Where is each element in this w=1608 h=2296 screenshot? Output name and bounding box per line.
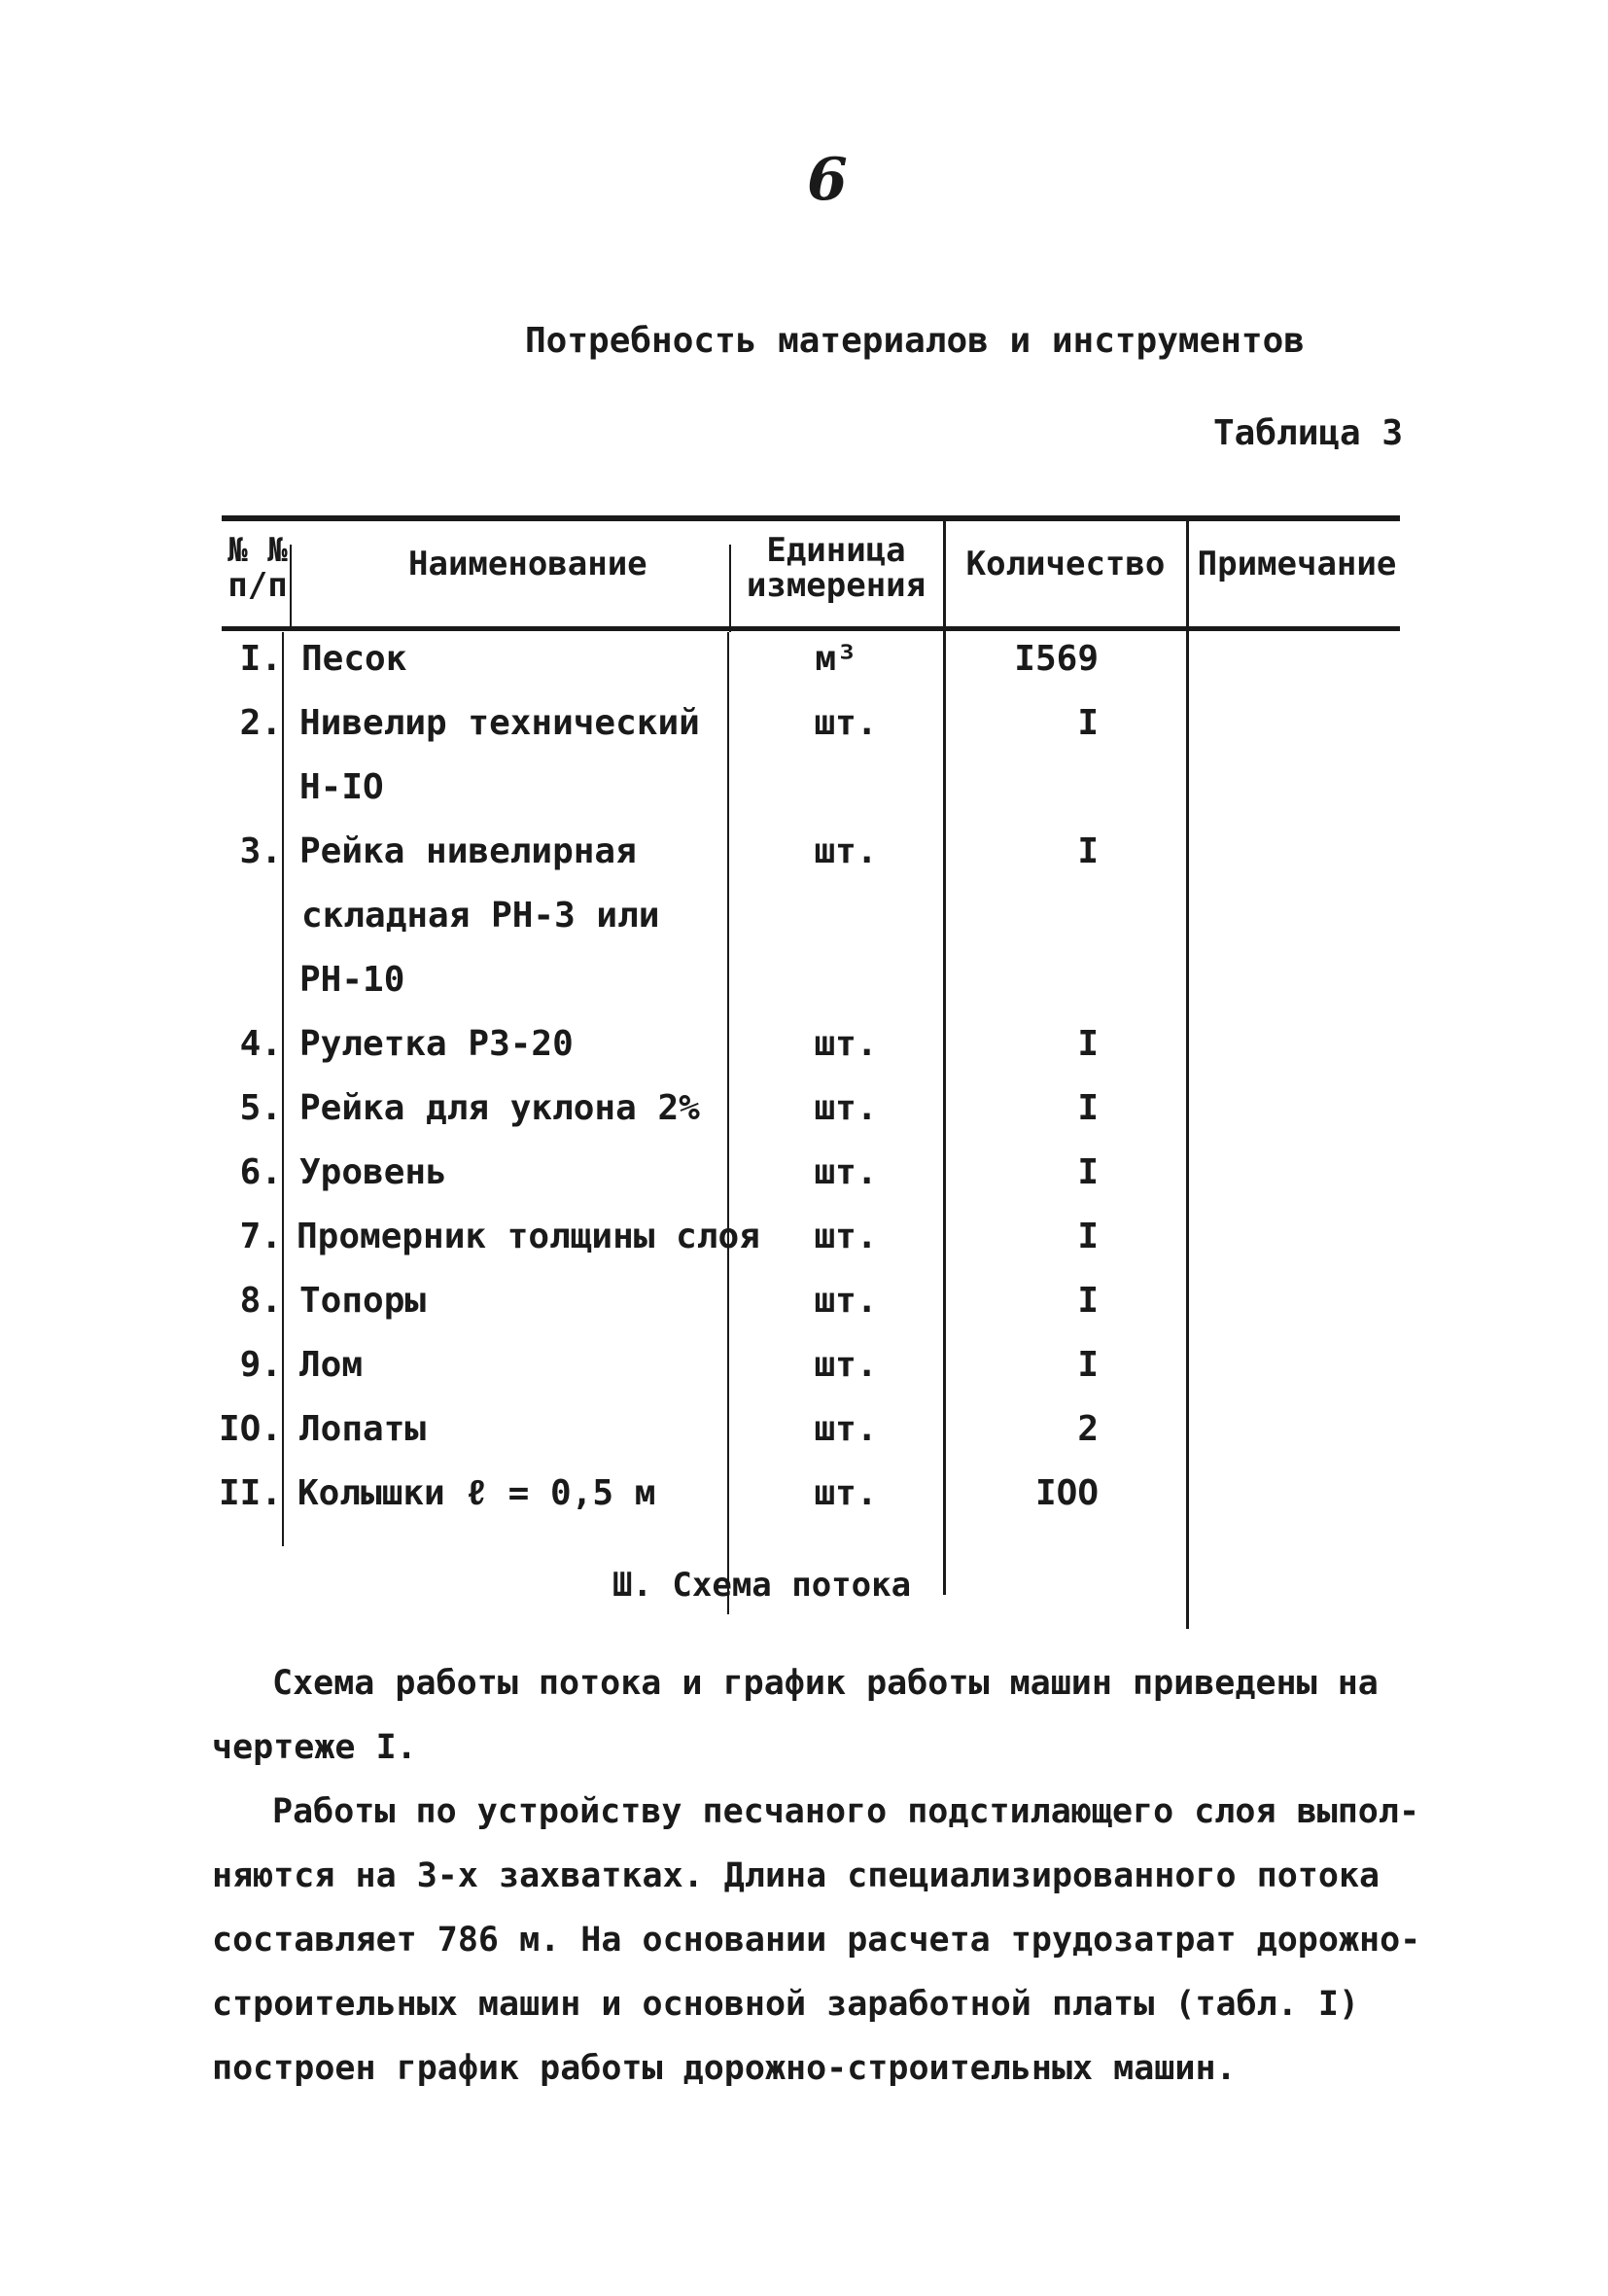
row-num: 3.: [239, 831, 282, 871]
table-header-rule: [222, 626, 1400, 631]
row-num: 9.: [239, 1345, 282, 1385]
row-num: 4.: [239, 1024, 282, 1064]
paragraph-1: [212, 1651, 1390, 1780]
row-unit: шт.: [814, 1024, 878, 1064]
header-qty: Количество: [965, 545, 1166, 583]
paragraph-line: Работы по устройству песчаного подстилающего слоя выпол-: [272, 1792, 1420, 1831]
row-unit: шт.: [814, 1473, 878, 1513]
row-num: 5.: [239, 1088, 282, 1128]
row-qty: 2: [1077, 1409, 1099, 1449]
row-qty: I: [1077, 1024, 1099, 1064]
table-caption: Таблица 3: [1213, 413, 1404, 453]
paragraph-line: Схема работы потока и график работы машин приведены на: [272, 1664, 1379, 1703]
row-name: Рулетка РЗ-20: [299, 1024, 574, 1064]
column-divider: [1186, 515, 1189, 1629]
header-unit-line1: Единица: [766, 531, 906, 570]
row-unit: шт.: [814, 831, 878, 871]
row-qty: I: [1077, 1088, 1099, 1128]
row-unit: шт.: [814, 1281, 878, 1321]
row-name-line3: РН-10: [299, 960, 405, 1000]
row-name: Лом: [299, 1345, 364, 1385]
header-unit-line2: измерения: [746, 566, 926, 605]
row-qty: I: [1077, 1152, 1099, 1192]
row-num: 6.: [239, 1152, 282, 1192]
row-unit: шт.: [814, 1088, 878, 1128]
row-num: 8.: [239, 1281, 282, 1321]
row-num: II.: [218, 1473, 282, 1513]
row-name: Рейка нивелирная: [299, 831, 637, 871]
row-qty: I: [1077, 831, 1099, 871]
row-name: Промерник толщины слоя: [297, 1217, 760, 1256]
row-unit: шт.: [814, 703, 878, 743]
row-qty: I: [1077, 703, 1099, 743]
row-unit: м³: [815, 639, 857, 679]
page-number: 6: [807, 146, 848, 214]
column-divider: [727, 632, 729, 1614]
column-divider: [282, 632, 284, 1546]
row-name: Нивелир технический: [299, 703, 700, 743]
row-name: Колышки ℓ = 0,5 м: [297, 1473, 656, 1513]
column-divider: [943, 515, 946, 1595]
subsection-title: Ш. Схема потока: [612, 1566, 912, 1605]
row-num: I.: [239, 639, 282, 679]
row-name: Песок: [301, 639, 407, 679]
row-unit: шт.: [814, 1345, 878, 1385]
row-name: Рейка для уклона 2%: [299, 1088, 700, 1128]
header-num-line2: п/п: [227, 566, 288, 605]
paragraph-2: [212, 1780, 1421, 2101]
row-qty: I569: [1014, 639, 1099, 679]
row-name-line2: складная РН-3 или: [301, 896, 660, 936]
header-note: Примечание: [1197, 545, 1397, 583]
paragraph-line: построен график работы дорожно-строительных машин.: [212, 2049, 1237, 2088]
row-num: IO.: [218, 1409, 282, 1449]
row-name-line2: Н-IO: [299, 767, 384, 807]
row-qty: I: [1077, 1345, 1099, 1385]
header-name: Наименование: [408, 545, 647, 583]
paragraph-line: составляет 786 м. На основании расчета трудозатрат дорожно-: [212, 1921, 1421, 1960]
row-num: 7.: [239, 1217, 282, 1256]
row-name: Лопаты: [299, 1409, 427, 1449]
row-qty: I: [1077, 1217, 1099, 1256]
header-unit: [731, 533, 941, 603]
paragraph-line: няются на 3-х захватках. Длина специализированного потока: [212, 1856, 1381, 1895]
section-heading: Потребность материалов и инструментов: [525, 321, 1305, 361]
row-unit: шт.: [814, 1409, 878, 1449]
row-name: Топоры: [299, 1281, 427, 1321]
row-unit: шт.: [814, 1152, 878, 1192]
table-top-rule: [222, 515, 1400, 521]
row-unit: шт.: [814, 1217, 878, 1256]
row-qty: I: [1077, 1281, 1099, 1321]
paragraph-line: строительных машин и основной заработной платы (табл. I): [212, 1985, 1360, 2024]
header-num-line1: № №: [227, 531, 288, 570]
row-num: 2.: [239, 703, 282, 743]
header-num: [224, 533, 292, 603]
row-qty: IOO: [1034, 1473, 1099, 1513]
row-name: Уровень: [299, 1152, 447, 1192]
paragraph-line: чертеже I.: [212, 1728, 417, 1767]
